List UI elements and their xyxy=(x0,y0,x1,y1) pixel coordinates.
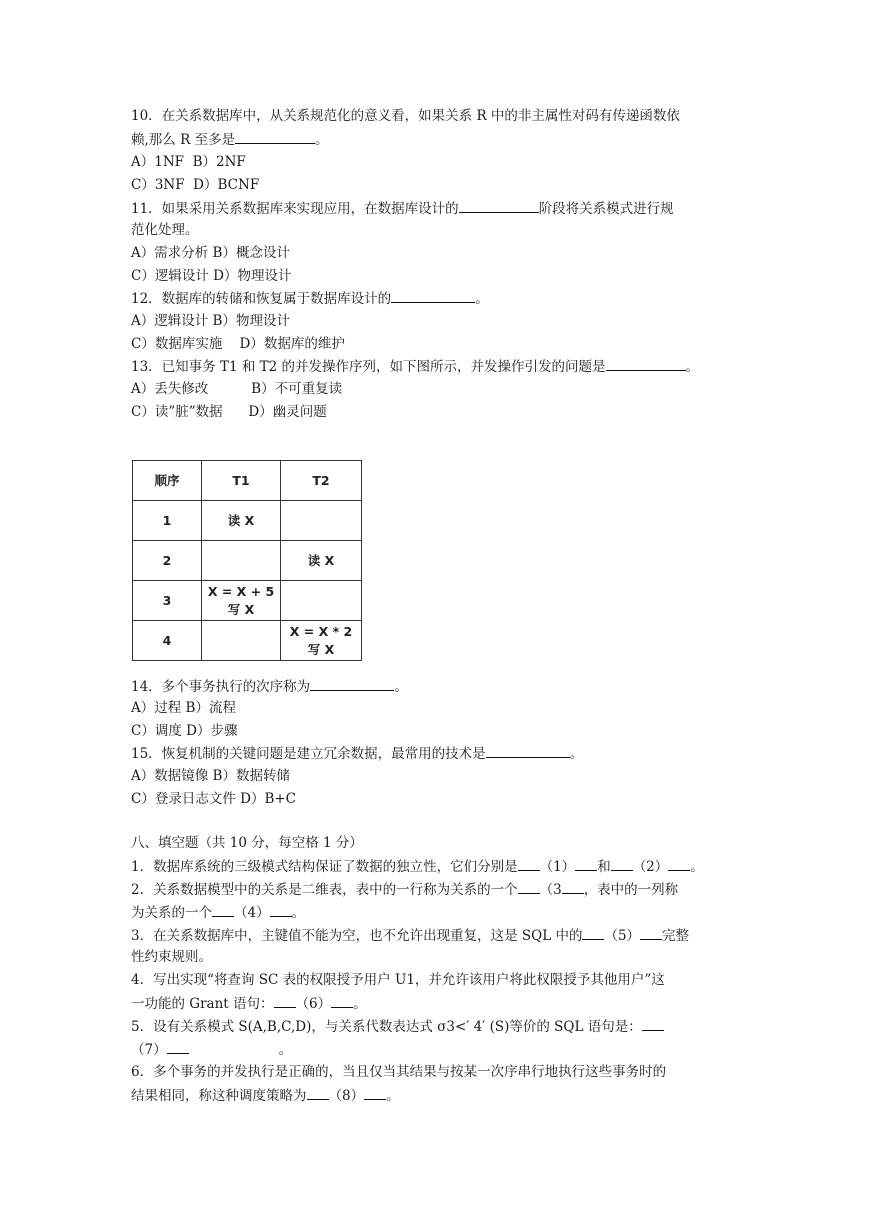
q11-options-cd: C）逻辑设计 D）物理设计 xyxy=(131,268,292,284)
fill-text: 。 xyxy=(690,859,704,875)
fill-text: 为关系的一个 xyxy=(131,905,212,921)
q15-end: 。 xyxy=(569,746,584,762)
answer-blank xyxy=(486,743,570,758)
table-row xyxy=(133,541,362,581)
answer-blank xyxy=(391,288,475,303)
fill-text: 。 xyxy=(386,1088,400,1104)
fill-q2-line1 xyxy=(131,879,678,900)
fill-text: 完整 xyxy=(662,928,690,944)
answer-blank xyxy=(310,676,394,691)
blank-number: （4） xyxy=(234,905,270,921)
answer-blank xyxy=(364,1085,386,1100)
answer-blank xyxy=(459,198,539,213)
fill-q6-line1: 6．多个事务的并发执行是正确的，当且仅当其结果与按某一次序串行地执行这些事务时的 xyxy=(131,1064,667,1080)
answer-blank xyxy=(212,902,234,917)
q10-line1: 10．在关系数据库中，从关系规范化的意义看，如果关系 R 中的非主属性对码有传递函数依 xyxy=(131,108,680,124)
table-row xyxy=(133,581,362,621)
q13-line1 xyxy=(131,356,699,377)
q10-options-cd: C）3NF D）BCNF xyxy=(131,177,260,193)
q12-end: 。 xyxy=(475,291,489,307)
q10-text: 赖,那么 R 至多是 xyxy=(131,132,236,148)
q12-line1 xyxy=(131,288,489,309)
answer-blank xyxy=(642,1016,664,1031)
q14-options-cd: C）调度 D）步骤 xyxy=(131,723,238,739)
table-cell: X = X + 5 写 X xyxy=(202,581,281,621)
answer-blank xyxy=(518,879,540,894)
answer-blank xyxy=(611,856,633,871)
q13-options-ab: A）丢失修改 B）不可重复读 xyxy=(131,381,343,397)
blank-number: （8） xyxy=(328,1088,365,1104)
fill-q5-line1 xyxy=(131,1016,664,1037)
q13-end: 。 xyxy=(685,359,700,375)
table-header-cell: T1 xyxy=(202,461,281,501)
q12-text: 12．数据库的转储和恢复属于数据库设计的 xyxy=(131,291,392,307)
table-cell: 2 xyxy=(133,541,202,581)
fill-text: 。 xyxy=(278,1042,293,1058)
q10-options-ab: A）1NF B）2NF xyxy=(131,154,246,170)
q15-line1 xyxy=(131,743,583,764)
q11-line2: 范化处理。 xyxy=(131,222,199,238)
blank-number: （3 xyxy=(539,882,562,898)
fill-text: 结果相同，称这种调度策略为 xyxy=(131,1088,307,1104)
fill-q1 xyxy=(131,856,704,877)
table-row xyxy=(133,501,362,541)
answer-blank xyxy=(235,129,315,144)
table-cell: 读 X xyxy=(202,501,281,541)
fill-q4-line2 xyxy=(131,993,367,1014)
blank-number: （2） xyxy=(632,859,669,875)
table-header-row xyxy=(133,461,362,501)
table-header-cell: 顺序 xyxy=(133,461,202,501)
answer-blank xyxy=(582,925,604,940)
blank-number: （5） xyxy=(604,928,641,944)
fill-q3-line2: 性约束规则。 xyxy=(131,949,212,965)
blank-number: （7） xyxy=(131,1042,167,1058)
table-cell xyxy=(281,501,362,541)
table-cell: 4 xyxy=(133,621,202,661)
table-row xyxy=(133,621,362,661)
fill-text: 5．设有关系模式 S(A,B,C,D)，与关系代数表达式 σ3<′ 4′ (S)等价的 SQL 语句是： xyxy=(131,1019,642,1035)
fill-q6-line2 xyxy=(131,1085,400,1106)
q14-line1 xyxy=(131,676,408,697)
q14-end: 。 xyxy=(394,679,408,695)
q10-line2 xyxy=(131,129,329,150)
q11-line1 xyxy=(131,198,674,219)
answer-blank xyxy=(331,993,353,1008)
fill-q3-line1 xyxy=(131,925,689,946)
blank-number: （1） xyxy=(539,859,576,875)
table-cell xyxy=(281,581,362,621)
answer-blank xyxy=(606,356,686,371)
fill-text: 1．数据库系统的三级模式结构保证了数据的独立性，它们分别是 xyxy=(131,859,518,875)
fill-text: 3．在关系数据库中，主键值不能为空，也不允许出现重复，这是 SQL 中的 xyxy=(131,928,583,944)
fill-text: 和 xyxy=(597,859,611,875)
answer-blank xyxy=(307,1085,329,1100)
fill-text: 。 xyxy=(291,905,306,921)
table-cell: X = X * 2 写 X xyxy=(281,621,362,661)
fill-text: 。 xyxy=(353,996,367,1012)
fill-q4-line1: 4．写出实现“将查询 SC 表的权限授予用户 U1，并允许该用户将此权限授予其他用户”这 xyxy=(131,972,665,988)
table-header-cell: T2 xyxy=(281,461,362,501)
answer-blank xyxy=(270,902,292,917)
answer-blank xyxy=(274,993,296,1008)
q13-text: 13．已知事务 T1 和 T2 的并发操作序列，如下图所示，并发操作引发的问题是 xyxy=(131,359,606,375)
answer-blank xyxy=(668,856,690,871)
answer-blank xyxy=(518,856,540,871)
q15-text: 15．恢复机制的关键问题是建立冗余数据，最常用的技术是 xyxy=(131,746,486,762)
q12-options-cd: C）数据库实施 D）数据库的维护 xyxy=(131,336,345,352)
fill-text: 2．关系数据模型中的关系是二维表，表中的一行称为关系的一个 xyxy=(131,882,518,898)
table-cell xyxy=(202,541,281,581)
table-cell: 3 xyxy=(133,581,202,621)
blank-number: （6） xyxy=(295,996,332,1012)
section-heading: 八、填空题（共 10 分，每空格 1 分） xyxy=(131,835,363,851)
fill-text: 一功能的 Grant 语句： xyxy=(131,996,274,1012)
q15-options-ab: A）数据镜像 B）数据转储 xyxy=(131,768,290,784)
fill-q2-line2 xyxy=(131,902,305,923)
q14-options-ab: A）过程 B）流程 xyxy=(131,700,236,716)
q11-text: 11．如果采用关系数据库来实现应用，在数据库设计的 xyxy=(131,201,459,217)
q12-options-ab: A）逻辑设计 B）物理设计 xyxy=(131,313,290,329)
answer-blank xyxy=(640,925,662,940)
q14-text: 14．多个事务执行的次序称为 xyxy=(131,679,311,695)
q10-end: 。 xyxy=(315,132,329,148)
q11-options-ab: A）需求分析 B）概念设计 xyxy=(131,245,290,261)
table-cell xyxy=(202,621,281,661)
q11-text-end: 阶段将关系模式进行规 xyxy=(538,201,674,217)
table-cell: 1 xyxy=(133,501,202,541)
answer-blank xyxy=(575,856,597,871)
fill-q5-line2 xyxy=(131,1039,292,1060)
table-cell: 读 X xyxy=(281,541,362,581)
fill-text: ，表中的一列称 xyxy=(583,882,679,898)
answer-blank xyxy=(562,879,584,894)
q13-options-cd: C）读”脏”数据 D）幽灵问题 xyxy=(131,404,327,420)
transaction-schedule-table xyxy=(132,460,362,661)
q15-options-cd: C）登录日志文件 D）B+C xyxy=(131,791,297,807)
answer-blank xyxy=(167,1039,189,1054)
